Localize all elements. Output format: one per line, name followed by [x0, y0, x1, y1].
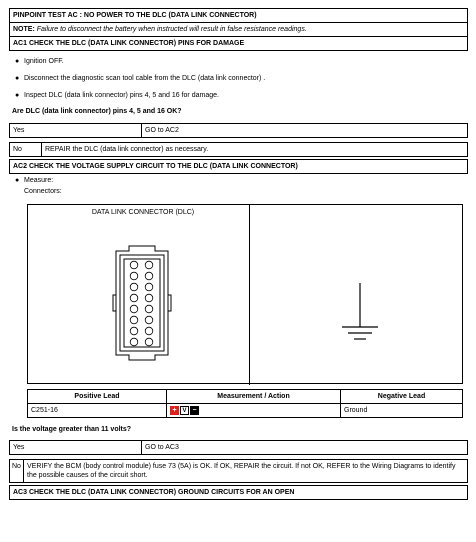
ac1-step-text: Ignition OFF. [24, 58, 64, 65]
ac2-heading: AC2 CHECK THE VOLTAGE SUPPLY CIRCUIT TO THE DLC (DATA LINK CONNECTOR) [9, 159, 468, 174]
ac1-step [9, 55, 468, 68]
no-action: VERIFY the BCM (body control module) fuse 73 (5A) is OK. If OK, REPAIR the circuit. If not OK, REFER to the Wiring Diagrams to identify the possible causes of the circuit short. [27, 463, 456, 480]
measurement-table [27, 389, 463, 418]
dlc-pins [130, 261, 153, 346]
table-header-row [28, 390, 462, 403]
pinpoint-test-page [9, 8, 468, 500]
bullet-icon: ● [15, 177, 20, 184]
negative-lead-icon: − [190, 406, 199, 415]
bullet-icon: ● [15, 92, 20, 99]
yes-action: GO to AC2 [145, 127, 179, 134]
positive-lead-icon: + [170, 406, 179, 415]
volt-symbol: V [180, 406, 189, 415]
ac2-question: Is the voltage greater than 11 volts? [12, 426, 132, 434]
measure-label: Measure: [24, 177, 54, 184]
connectors-label: Connectors: [24, 188, 62, 195]
no-label: No [10, 143, 42, 156]
note-text: Failure to disconnect the battery when instructed will result in false resistance readings. [36, 26, 307, 33]
ac1-no-row [9, 142, 468, 157]
ac3-heading: AC3 CHECK THE DLC (DATA LINK CONNECTOR) GROUND CIRCUITS FOR AN OPEN [9, 485, 468, 500]
note-label: NOTE: [13, 26, 35, 33]
ac1-question: Are DLC (data link connector) pins 4, 5 and 16 OK? [12, 108, 182, 115]
voltmeter-icon [170, 406, 199, 415]
table-row [28, 403, 462, 417]
yes-action: GO to AC3 [145, 444, 179, 452]
ac2-yes-row [9, 440, 468, 455]
header-measurement: Measurement / Action [167, 390, 341, 403]
diagram-title: DATA LINK CONNECTOR (DLC) [91, 209, 195, 216]
ac1-step-text: Inspect DLC (data link connector) pins 4, 5 and 16 for damage. [24, 92, 219, 99]
positive-lead-cell: C251-16 [28, 404, 167, 417]
diagram-divider [249, 205, 250, 385]
dlc-connector-icon [113, 246, 171, 360]
yes-label: Yes [10, 441, 142, 454]
header-negative-lead: Negative Lead [377, 393, 426, 400]
ground-symbol-icon [342, 283, 378, 339]
ac1-step [9, 72, 468, 85]
dlc-connector-drawing [28, 205, 464, 385]
ac1-yes-row [9, 123, 468, 138]
no-label: No [10, 460, 24, 482]
ac2-no-row [9, 459, 468, 483]
ac1-step-text: Disconnect the diagnostic scan tool cable from the DLC (data link connector) . [24, 75, 266, 82]
bullet-icon: ● [15, 75, 20, 82]
measurement-cell [167, 404, 341, 417]
ac1-step [9, 89, 468, 102]
ac1-heading: AC1 CHECK THE DLC (DATA LINK CONNECTOR) PINS FOR DAMAGE [9, 37, 468, 51]
negative-lead-cell: Ground [344, 407, 368, 414]
page-title: PINPOINT TEST AC : NO POWER TO THE DLC (DATA LINK CONNECTOR) [9, 8, 468, 23]
note [9, 23, 468, 37]
connector-diagram [27, 204, 463, 384]
header-positive-lead: Positive Lead [28, 390, 167, 403]
ac2-measure [9, 174, 468, 187]
no-action: REPAIR the DLC (data link connector) as necessary. [45, 146, 209, 153]
yes-label: Yes [10, 124, 142, 137]
bullet-icon: ● [15, 58, 20, 65]
